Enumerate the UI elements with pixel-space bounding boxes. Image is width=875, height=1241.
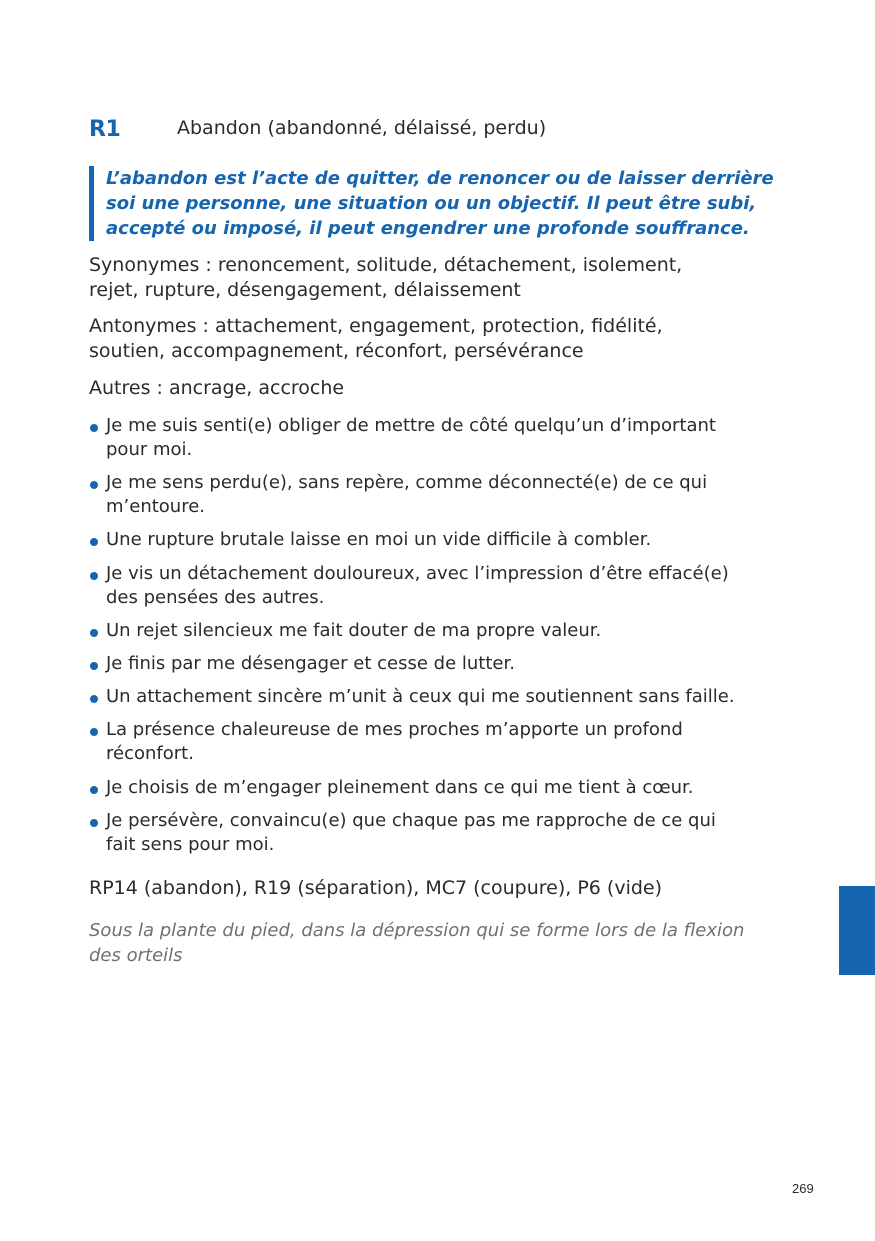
list-item xyxy=(89,776,779,800)
others-line: Autres : ancrage, accroche xyxy=(89,377,345,399)
list-item-line: Je finis par me désengager et cesse de lutter. xyxy=(106,653,515,674)
list-item-line: Je me sens perdu(e), sans repère, comme déconnecté(e) de ce qui xyxy=(106,472,708,493)
definition-line: accepté ou imposé, il peut engendrer une profonde souffrance. xyxy=(106,218,750,239)
bullet-icon xyxy=(90,662,98,670)
definition-line: soi une personne, une situation ou un objectif. Il peut être subi, xyxy=(106,193,757,214)
list-item xyxy=(89,809,779,857)
list-item-line: Un attachement sincère m’unit à ceux qui me soutiennent sans faille. xyxy=(106,686,735,707)
antonyms-line: soutien, accompagnement, réconfort, persévérance xyxy=(89,340,584,362)
list-item-line: Une rupture brutale laisse en moi un vide difficile à combler. xyxy=(106,529,652,550)
list-item xyxy=(89,528,779,552)
bullet-icon xyxy=(90,728,98,736)
list-item xyxy=(89,562,779,610)
definition-quote xyxy=(89,166,774,241)
list-item xyxy=(89,718,779,766)
entry-title: Abandon (abandonné, délaissé, perdu) xyxy=(177,117,547,139)
bullet-icon xyxy=(90,629,98,637)
synonyms xyxy=(89,253,769,303)
entry-code: R1 xyxy=(89,117,121,142)
bullet-icon xyxy=(90,786,98,794)
list-item xyxy=(89,414,779,462)
list-item-line: Je persévère, convaincu(e) que chaque pas me rapproche de ce qui xyxy=(106,810,716,831)
list-item-line: m’entoure. xyxy=(106,496,206,517)
list-item-line: Je choisis de m’engager pleinement dans ce qui me tient à cœur. xyxy=(106,777,694,798)
list-item xyxy=(89,685,779,709)
synonyms-line: Synonymes : renoncement, solitude, détachement, isolement, xyxy=(89,254,683,276)
list-item-line: fait sens pour moi. xyxy=(106,834,275,855)
antonyms xyxy=(89,314,769,364)
bullet-icon xyxy=(90,695,98,703)
bullet-icon xyxy=(90,819,98,827)
location-line: Sous la plante du pied, dans la dépression qui se forme lors de la flexion xyxy=(89,920,745,941)
point-location xyxy=(89,918,789,968)
list-item xyxy=(89,619,779,643)
list-item-line: Un rejet silencieux me fait douter de ma propre valeur. xyxy=(106,620,602,641)
others xyxy=(89,376,769,401)
list-item xyxy=(89,471,779,519)
bullet-icon xyxy=(90,424,98,432)
list-item-line: Je me suis senti(e) obliger de mettre de côté quelqu’un d’important xyxy=(106,415,716,436)
location-line: des orteils xyxy=(89,945,183,966)
list-item-line: pour moi. xyxy=(106,439,193,460)
list-item xyxy=(89,652,779,676)
list-item-line: des pensées des autres. xyxy=(106,587,325,608)
related-points: RP14 (abandon), R19 (séparation), MC7 (coupure), P6 (vide) xyxy=(89,877,663,899)
list-item-line: Je vis un détachement douloureux, avec l’impression d’être effacé(e) xyxy=(106,563,729,584)
definition-line: L’abandon est l’acte de quitter, de renoncer ou de laisser derrière xyxy=(106,168,774,189)
synonyms-line: rejet, rupture, désengagement, délaissement xyxy=(89,279,521,301)
bullet-icon xyxy=(90,572,98,580)
bullet-icon xyxy=(90,538,98,546)
page-number: 269 xyxy=(792,1181,814,1196)
chapter-tab xyxy=(839,886,875,975)
antonyms-line: Antonymes : attachement, engagement, protection, fidélité, xyxy=(89,315,663,337)
bullet-icon xyxy=(90,481,98,489)
list-item-line: La présence chaleureuse de mes proches m’apporte un profond xyxy=(106,719,683,740)
list-item-line: réconfort. xyxy=(106,743,194,764)
